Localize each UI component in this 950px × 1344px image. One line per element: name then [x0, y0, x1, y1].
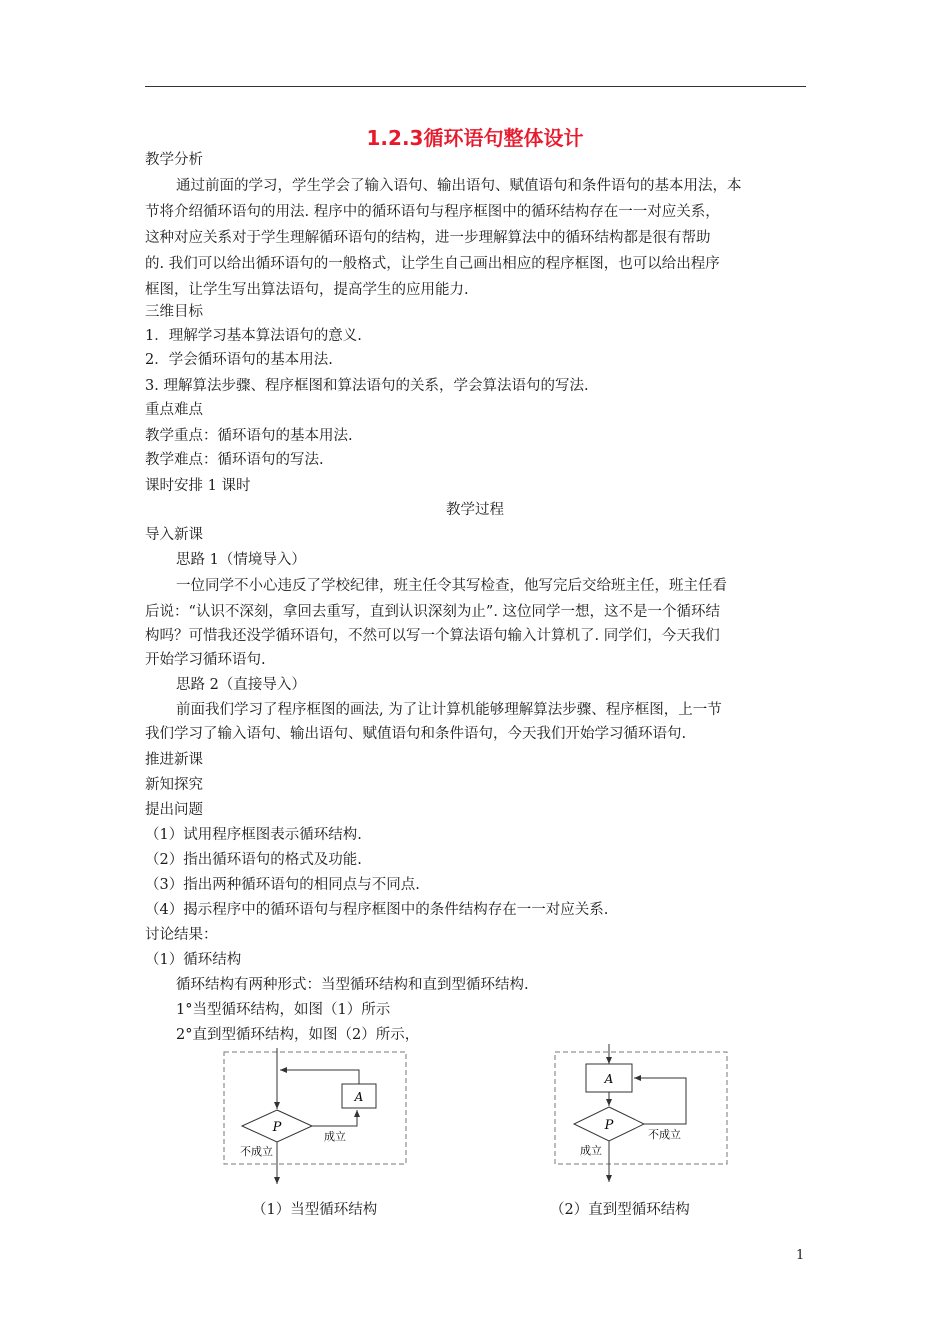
- no-label: 不成立: [240, 1145, 273, 1158]
- text-line: 教学难点：循环语句的写法.: [145, 452, 324, 468]
- section-heading: 三维目标: [145, 304, 203, 320]
- text-line: 1．理解学习基本算法语句的意义.: [145, 328, 362, 344]
- page-number: 1: [796, 1248, 805, 1263]
- text-line: 循环结构有两种形式：当型循环结构和直到型循环结构.: [176, 977, 529, 993]
- text-line: 思路 2（直接导入）: [176, 677, 306, 693]
- text-line: 我们学习了输入语句、输出语句、赋值语句和条件语句，今天我们开始学习循环语句.: [145, 726, 687, 742]
- text-line: 3. 理解算法步骤、程序框图和算法语句的关系，学会算法语句的写法.: [145, 378, 589, 394]
- section-heading: 教学过程: [446, 502, 504, 518]
- text-line: 开始学习循环语句.: [145, 652, 266, 668]
- section-heading: 新知探究: [145, 777, 203, 793]
- text-line: （2）指出循环语句的格式及功能.: [145, 852, 362, 868]
- while-loop-flowchart: [220, 1048, 410, 1188]
- text-line: 通过前面的学习，学生学会了输入语句、输出语句、赋值语句和条件语句的基本用法，本: [176, 178, 742, 194]
- diamond-label: P: [604, 1118, 614, 1133]
- text-line: 构吗？可惜我还没学循环语句，不然可以写一个算法语句输入计算机了. 同学们，今天我们: [145, 628, 720, 644]
- text-line: （4）揭示程序中的循环语句与程序框图中的条件结构存在一一对应关系.: [145, 902, 609, 918]
- text-line: 2°直到型循环结构，如图（2）所示，: [176, 1027, 420, 1043]
- section-heading: 导入新课: [145, 527, 203, 543]
- text-line: （1）循环结构: [145, 952, 242, 968]
- figure-caption: （1）当型循环结构: [252, 1202, 378, 1218]
- yes-label: 成立: [324, 1130, 346, 1143]
- section-heading: 推进新课: [145, 752, 203, 768]
- text-line: （3）指出两种循环语句的相同点与不同点.: [145, 877, 420, 893]
- figure-caption: （2）直到型循环结构: [550, 1202, 690, 1218]
- diamond-label: P: [272, 1120, 282, 1135]
- text-line: （1）试用程序框图表示循环结构.: [145, 827, 362, 843]
- text-line: 节将介绍循环语句的用法. 程序中的循环语句与程序框图中的循环结构存在一一对应关系，: [145, 204, 720, 220]
- box-label: A: [604, 1072, 614, 1086]
- text-line: 2．学会循环语句的基本用法.: [145, 352, 333, 368]
- section-heading: 重点难点: [145, 402, 203, 418]
- no-label: 不成立: [648, 1128, 681, 1141]
- text-line: 思路 1（情境导入）: [176, 552, 306, 568]
- yes-label: 成立: [580, 1144, 602, 1157]
- until-loop-flowchart: [552, 1044, 732, 1184]
- section-heading: 教学分析: [145, 152, 203, 168]
- section-heading: 提出问题: [145, 802, 203, 818]
- text-line: 教学重点：循环语句的基本用法.: [145, 428, 353, 444]
- box-label: A: [354, 1090, 364, 1104]
- text-line: 一位同学不小心违反了学校纪律，班主任令其写检查，他写完后交给班主任，班主任看: [176, 578, 727, 594]
- text-line: 框图，让学生写出算法语句，提高学生的应用能力.: [145, 282, 469, 298]
- text-line: 这种对应关系对于学生理解循环语句的结构，进一步理解算法中的循环结构都是很有帮助: [145, 230, 711, 246]
- text-line: 1°当型循环结构，如图（1）所示: [176, 1002, 391, 1018]
- text-line: 课时安排 1 课时: [145, 478, 251, 494]
- text-line: 的. 我们可以给出循环语句的一般格式，让学生自己画出相应的程序框图，也可以给出程序: [145, 256, 720, 272]
- header-rule: [145, 86, 806, 87]
- text-line: 前面我们学习了程序框图的画法, 为了让计算机能够理解算法步骤、程序框图，上一节: [176, 702, 722, 718]
- page-title: 1.2.3循环语句整体设计: [366, 126, 584, 150]
- text-line: 后说：“认识不深刻，拿回去重写，直到认识深刻为止”. 这位同学一想，这不是一个循环结: [145, 604, 721, 620]
- text-line: 讨论结果：: [145, 927, 218, 943]
